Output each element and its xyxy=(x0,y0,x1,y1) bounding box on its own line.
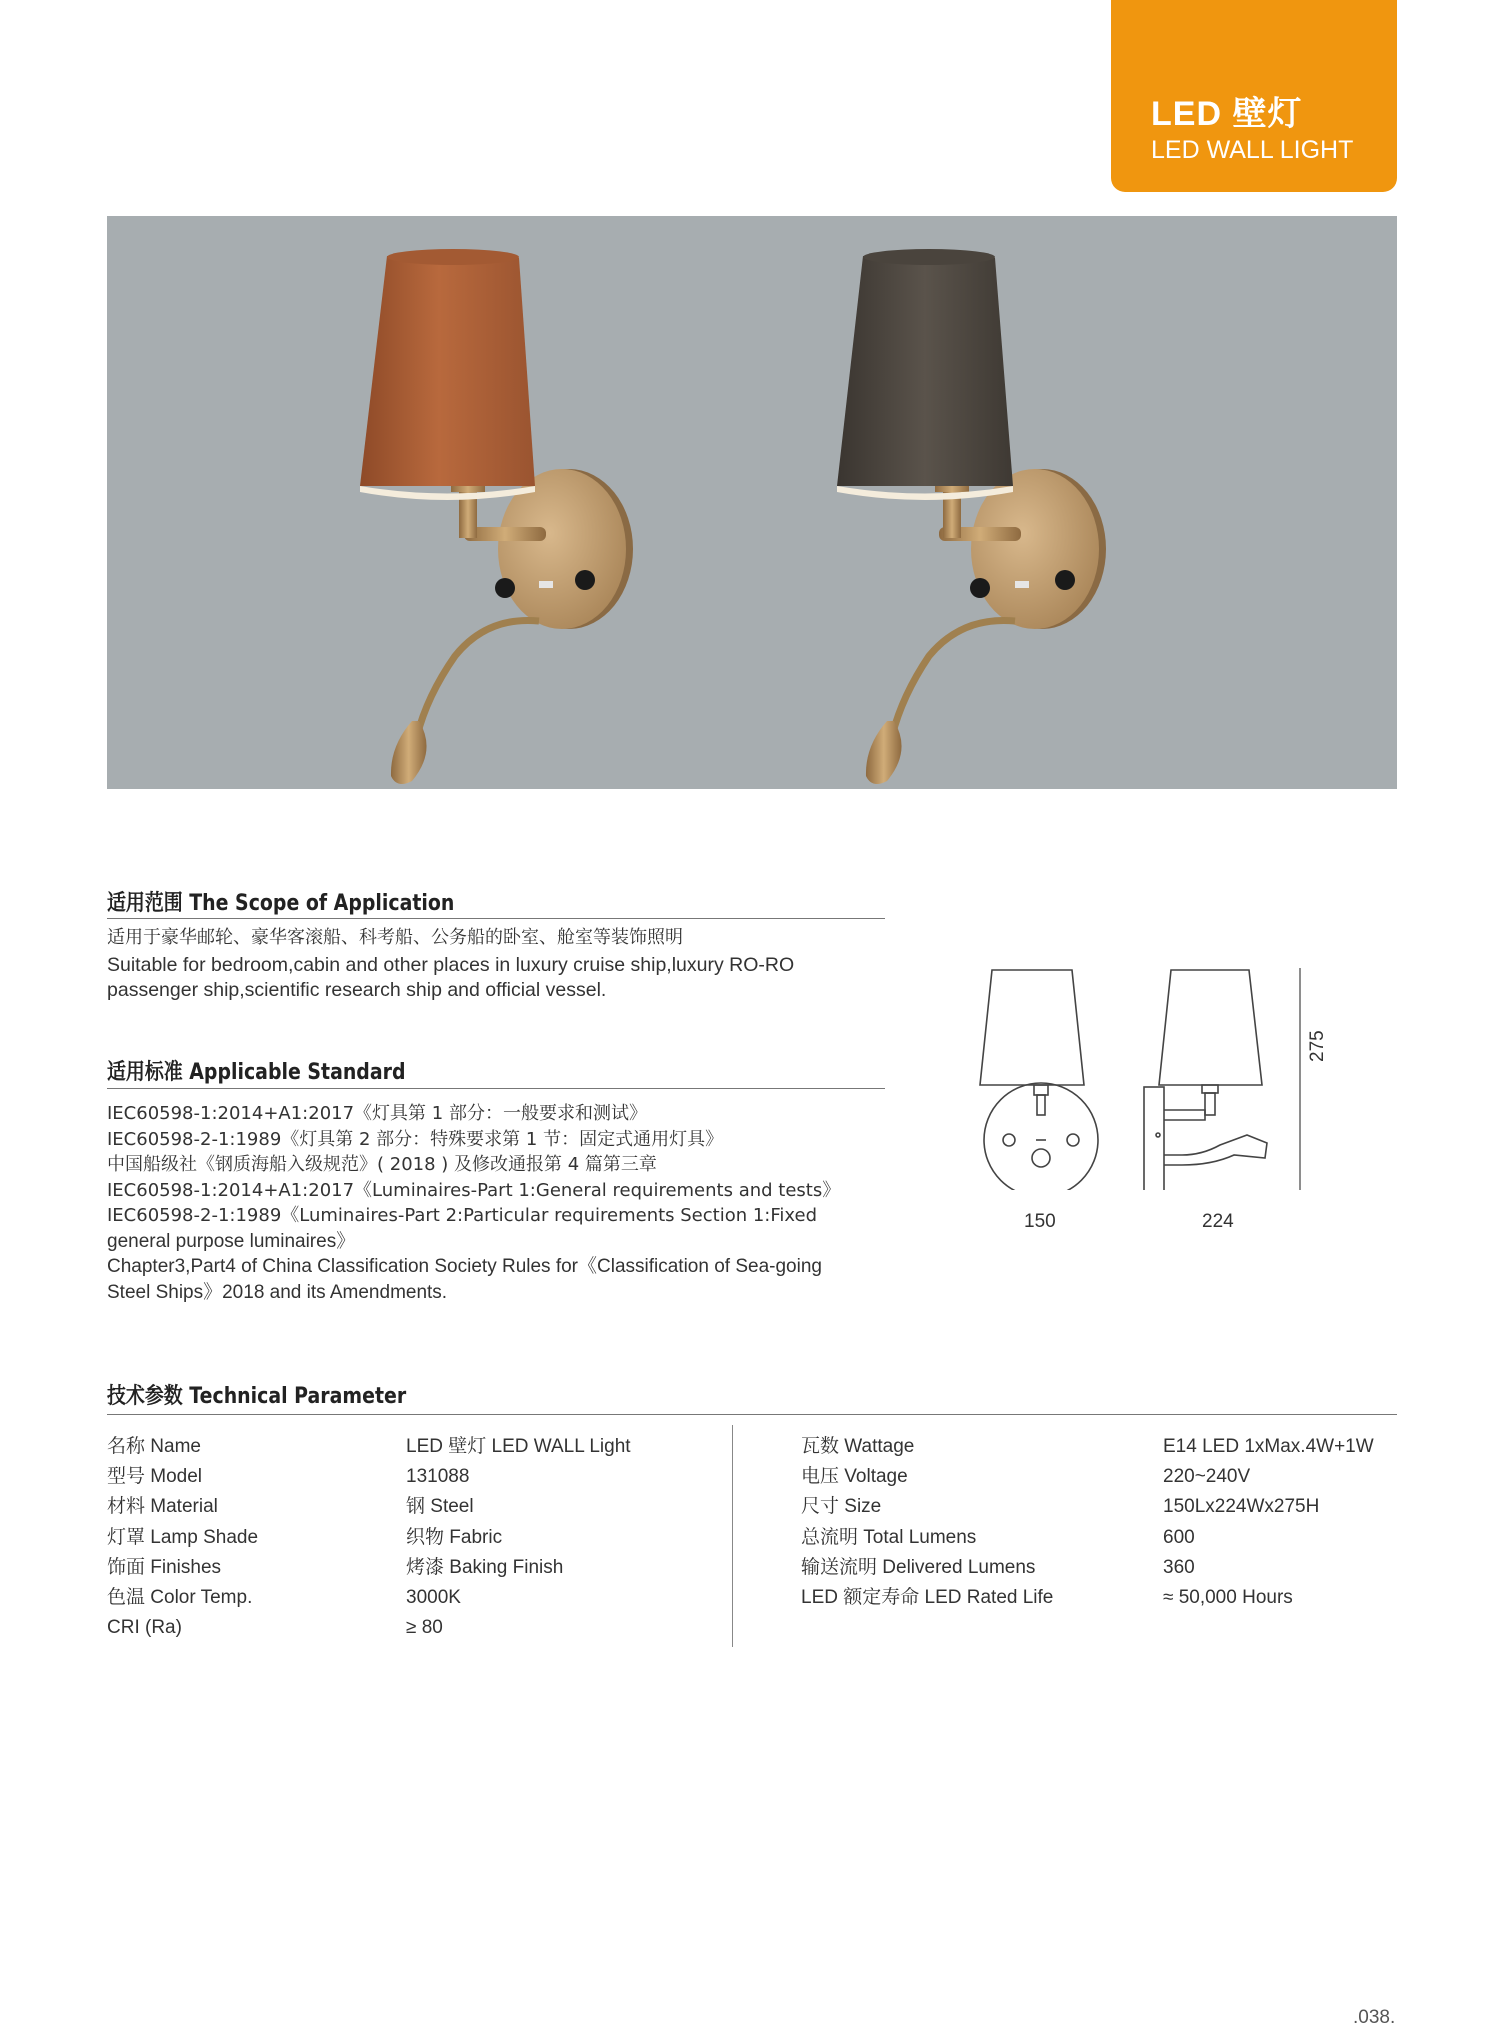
page-number: .038. xyxy=(1353,2007,1396,2028)
param-value: E14 LED 1xMax.4W+1W xyxy=(1163,1436,1374,1457)
standard-heading: 适用标准 Applicable Standard xyxy=(107,1060,406,1085)
param-values-left xyxy=(406,1432,631,1643)
category-tab xyxy=(1111,0,1397,192)
standard-divider xyxy=(107,1088,885,1089)
param-label: 总流明 Total Lumens xyxy=(801,1526,977,1548)
param-value: 钢 Steel xyxy=(406,1496,474,1518)
param-column-divider xyxy=(732,1425,733,1647)
param-labels-right xyxy=(801,1432,1053,1613)
param-value: ≥ 80 xyxy=(406,1617,443,1639)
param-label: 名称 Name xyxy=(107,1436,201,1457)
scope-line-en-2: passenger ship,scientific research ship and official vessel. xyxy=(107,979,607,1001)
param-value: 600 xyxy=(1163,1526,1195,1548)
param-label: 瓦数 Wattage xyxy=(801,1436,915,1457)
technical-divider xyxy=(107,1414,1397,1415)
standard-line: 中国船级社《钢质海船入级规范》( 2018 ) 及修改通报第 4 篇第三章 xyxy=(107,1154,657,1175)
param-label: LED 额定寿命 LED Rated Life xyxy=(801,1587,1054,1609)
technical-heading: 技术参数 Technical Parameter xyxy=(107,1384,407,1409)
param-value: 220~240V xyxy=(1163,1466,1251,1488)
category-title-cn: LED 壁灯 xyxy=(1151,95,1303,133)
standard-line: Steel Ships》2018 and its Amendments. xyxy=(107,1281,448,1303)
dimension-drawing xyxy=(972,960,1352,1195)
scope-heading: 适用范围 The Scope of Application xyxy=(107,891,455,916)
standard-line: IEC60598-2-1:1989《灯具第 2 部分：特殊要求第 1 节：固定式通用灯具》 xyxy=(107,1128,724,1150)
param-value: 150Lx224Wx275H xyxy=(1163,1496,1320,1518)
dimension-height: 275 xyxy=(1307,1030,1328,1062)
standard-line: IEC60598-2-1:1989《Luminaires-Part 2:Particular requirements Section 1:Fixed xyxy=(107,1205,818,1226)
standard-line: Chapter3,Part4 of China Classification Society Rules for《Classification of Sea-going xyxy=(107,1256,822,1277)
param-value: 3000K xyxy=(406,1587,461,1609)
param-labels-left xyxy=(107,1432,258,1643)
scope-line-cn: 适用于豪华邮轮、豪华客滚船、科考船、公务船的卧室、舱室等装饰照明 xyxy=(107,927,683,948)
wall-lamp-dark xyxy=(837,249,1106,784)
standard-text xyxy=(107,1101,840,1305)
scope-line-en-1: Suitable for bedroom,cabin and other places in luxury cruise ship,luxury RO-RO xyxy=(107,954,795,976)
param-label: 型号 Model xyxy=(107,1466,203,1488)
param-label: 色温 Color Temp. xyxy=(107,1587,253,1609)
scope-text xyxy=(107,925,794,1003)
category-title-en: LED WALL LIGHT xyxy=(1151,136,1354,164)
param-label: 电压 Voltage xyxy=(801,1466,908,1488)
param-value: 烤漆 Baking Finish xyxy=(406,1556,564,1578)
param-value: 360 xyxy=(1163,1556,1195,1578)
param-label: 灯罩 Lamp Shade xyxy=(107,1526,259,1548)
param-value: LED 壁灯 LED WALL Light xyxy=(406,1436,631,1457)
param-label: 饰面 Finishes xyxy=(107,1556,222,1578)
param-values-right xyxy=(1163,1432,1374,1613)
wall-lamp-orange xyxy=(360,249,633,784)
standard-line: general purpose luminaires》 xyxy=(107,1230,356,1252)
param-label: 尺寸 Size xyxy=(801,1496,882,1518)
param-value: ≈ 50,000 Hours xyxy=(1163,1587,1293,1609)
param-label: CRI (Ra) xyxy=(107,1617,182,1639)
product-photo xyxy=(107,216,1397,789)
standard-line: IEC60598-1:2014+A1:2017《灯具第 1 部分：一般要求和测试》 xyxy=(107,1103,647,1124)
param-value: 131088 xyxy=(406,1466,470,1488)
dimension-width: 150 xyxy=(1024,1211,1056,1232)
scope-divider xyxy=(107,918,885,919)
standard-line: IEC60598-1:2014+A1:2017《Luminaires-Part 1:General requirements and tests》 xyxy=(107,1179,841,1201)
param-label: 材料 Material xyxy=(107,1496,218,1518)
param-value: 织物 Fabric xyxy=(406,1526,503,1548)
param-label: 输送流明 Delivered Lumens xyxy=(801,1556,1036,1578)
dimension-depth: 224 xyxy=(1202,1211,1234,1232)
